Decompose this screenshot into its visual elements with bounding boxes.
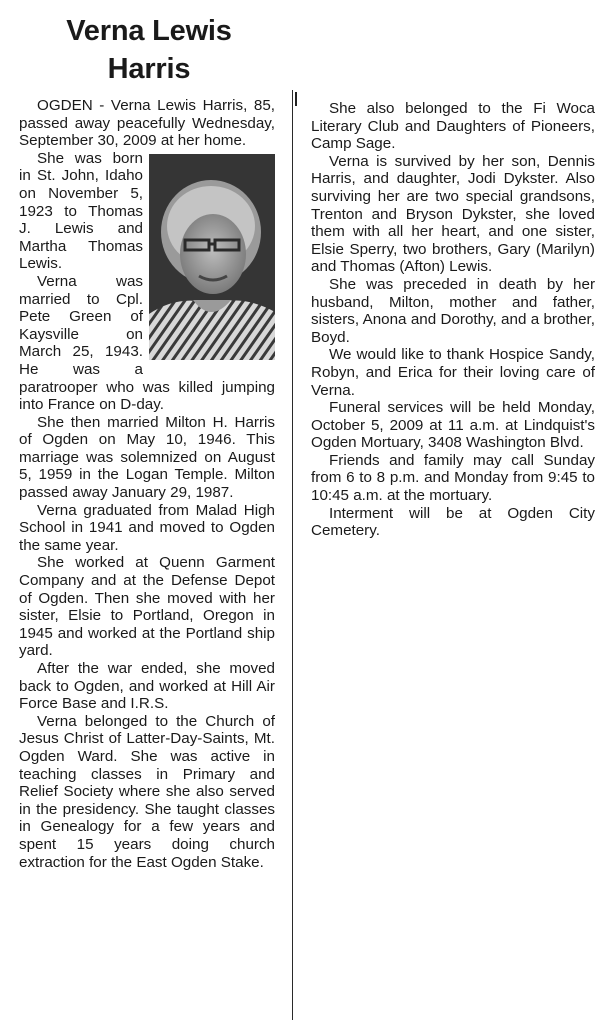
paragraph-church: Verna belonged to the Church of Jesus Christ of Latter-Day-Saints, Mt. Ogden Ward. She was active in teaching classes in Primary and Relief Society where she also served in the presidency. She taught classes in Genealogy for a few years and spent 15 years doing church extraction for the East Ogden Stake. — [19, 712, 275, 871]
paragraph-interment: Interment will be at Ogden City Cemetery. — [311, 504, 595, 540]
obituary-title — [18, 12, 280, 88]
paragraph-second-marriage: She then married Milton H. Harris of Ogden on May 10, 1946. This marriage was solemnized on August 5, 1959 in the Logan Temple. Milton passed away January 29, 1987. — [19, 413, 275, 502]
divider-mark — [295, 92, 297, 106]
paragraph-work: She worked at Quenn Garment Company and at the Defense Depot of Ogden. Then she moved with her sister, Elsie to Portland, Oregon in 1945 and worked at the Portland ship yard. — [19, 554, 275, 660]
paragraph-birth: She was born in St. John, Idaho on November 5, 1923 to Thomas J. Lewis and Martha Thomas Lewis. — [19, 149, 143, 273]
title-line-1: Verna Lewis — [66, 15, 232, 47]
paragraph-after-war: After the war ended, she moved back to Ogden, and worked at Hill Air Force Base and I.R.S. — [19, 660, 275, 713]
paragraph-education: Verna graduated from Malad High School in 1941 and moved to Ogden the same year. — [19, 501, 275, 554]
paragraph-funeral: Funeral services will be held Monday, October 5, 2009 at 11 a.m. at Lindquist's Ogden Mortuary, 3408 Washington Blvd. — [311, 399, 595, 452]
paragraph-viewing: Friends and family may call Sunday from 6 to 8 p.m. and Monday from 9:45 to 10:45 a.m. at the mortuary. — [311, 451, 595, 505]
right-column — [311, 100, 595, 540]
paragraph-intro: OGDEN - Verna Lewis Harris, 85, passed away peacefully Wednesday, September 30, 2009 at her home. — [19, 97, 275, 150]
left-column — [19, 97, 275, 871]
portrait-photo — [149, 154, 275, 360]
paragraph-survivors: Verna is survived by her son, Dennis Harris, and daughter, Jodi Dykster. Also surviving her are two special grandsons, Trenton and Bryson Dykster, she loved them with all her heart, and one sister, Elsie Sperry, two brothers, Gary (Marilyn) and Thomas (Afton) Lewis. — [311, 152, 595, 276]
title-line-2: Harris — [107, 53, 191, 85]
paragraph-first-marriage: Verna was married to Cpl. Pete Green of Kaysville on March 25, 1943. He was a paratrooper who was killed jumping into France on D-day. — [19, 272, 275, 414]
paragraph-thanks: We would like to thank Hospice Sandy, Robyn, and Erica for their loving care of Verna. — [311, 346, 595, 399]
column-divider — [292, 90, 293, 1020]
paragraph-preceded: She was preceded in death by her husband, Milton, mother and father, sisters, Anona and Dorothy, and a brother, Boyd. — [311, 275, 595, 346]
paragraph-clubs: She also belonged to the Fi Woca Literary Club and Daughters of Pioneers, Camp Sage. — [311, 100, 595, 153]
